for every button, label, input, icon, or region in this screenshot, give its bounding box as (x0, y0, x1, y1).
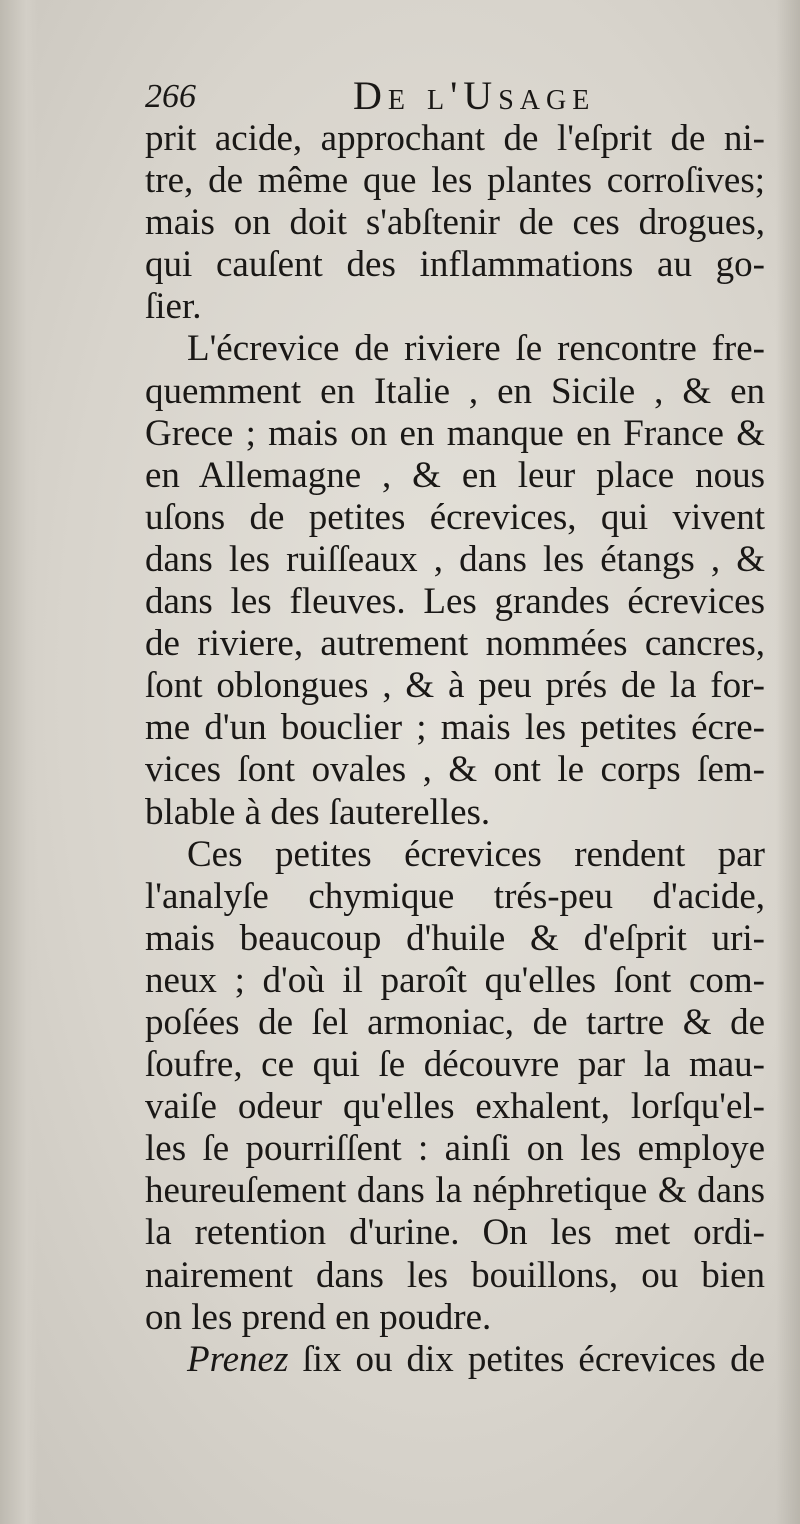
text-line: Ces petites écrevices rendent par (187, 833, 765, 875)
text-line: uſons de petites écrevices, qui vivent (145, 496, 765, 538)
text-line: vices ſont ovales , & ont le corps ſem- (145, 749, 765, 791)
text-line: me d'un bouclier ; mais les petites écre- (145, 707, 765, 749)
page-edge-shadow (776, 0, 800, 1524)
text-line: dans les fleuves. Les grandes écrevices (145, 581, 765, 623)
text-line: prit acide, approchant de l'eſprit de ni- (145, 118, 765, 159)
body-text (145, 118, 765, 1381)
text-line: vaiſe odeur qu'elles exhalent, lorſqu'el- (145, 1086, 765, 1128)
text-line: L'écrevice de riviere ſe rencontre fre- (187, 328, 765, 370)
text-line: qui cauſent des inflammations au go- (145, 244, 765, 286)
text-line: blable à des ſauterelles. (145, 791, 491, 833)
text-line: de riviere, autrement nommées cancres, (145, 623, 765, 665)
page-number: 266 (145, 78, 196, 115)
text-line: neux ; d'où il paroît qu'elles ſont com- (145, 959, 765, 1001)
running-head (145, 70, 765, 120)
text-line: on les prend en poudre. (145, 1296, 492, 1338)
text-line: ſier. (145, 286, 202, 328)
italic-word-prenez: Prenez (187, 1338, 289, 1380)
text-line: les ſe pourriſſent : ainſi on les employe (145, 1128, 765, 1170)
text-line: heureuſement dans la néphretique & dans (145, 1170, 765, 1212)
text-line: ſont oblongues , & à peu prés de la for- (145, 665, 765, 707)
text-line: nairement dans les bouillons, ou bien (145, 1254, 765, 1296)
text-line: Grece ; mais on en manque en France & (145, 412, 765, 454)
text-line: la retention d'urine. On les met ordi- (145, 1212, 765, 1254)
text-line: mais on doit s'abſtenir de ces drogues, (145, 202, 765, 244)
text-line: l'analyſe chymique trés-peu d'acide, (145, 875, 765, 917)
text-line: mais beaucoup d'huile & d'eſprit uri- (145, 917, 765, 959)
running-title: De l'Usage (353, 73, 596, 118)
text-line: en Allemagne , & en leur place nous (145, 454, 765, 496)
text-line: tre, de même que les plantes corroſives; (145, 160, 765, 202)
text-line: quemment en Italie , en Sicile , & en (145, 370, 765, 412)
text-line: poſées de ſel armoniac, de tartre & de (145, 1001, 765, 1043)
last-line-rest: ſix ou dix petites écrevices de (288, 1338, 765, 1380)
page-gutter-shadow (0, 0, 38, 1524)
last-text-line (145, 1339, 765, 1381)
text-line: ſoufre, ce qui ſe découvre par la mau- (145, 1044, 765, 1086)
text-line: dans les ruiſſeaux , dans les étangs , & (145, 538, 765, 580)
